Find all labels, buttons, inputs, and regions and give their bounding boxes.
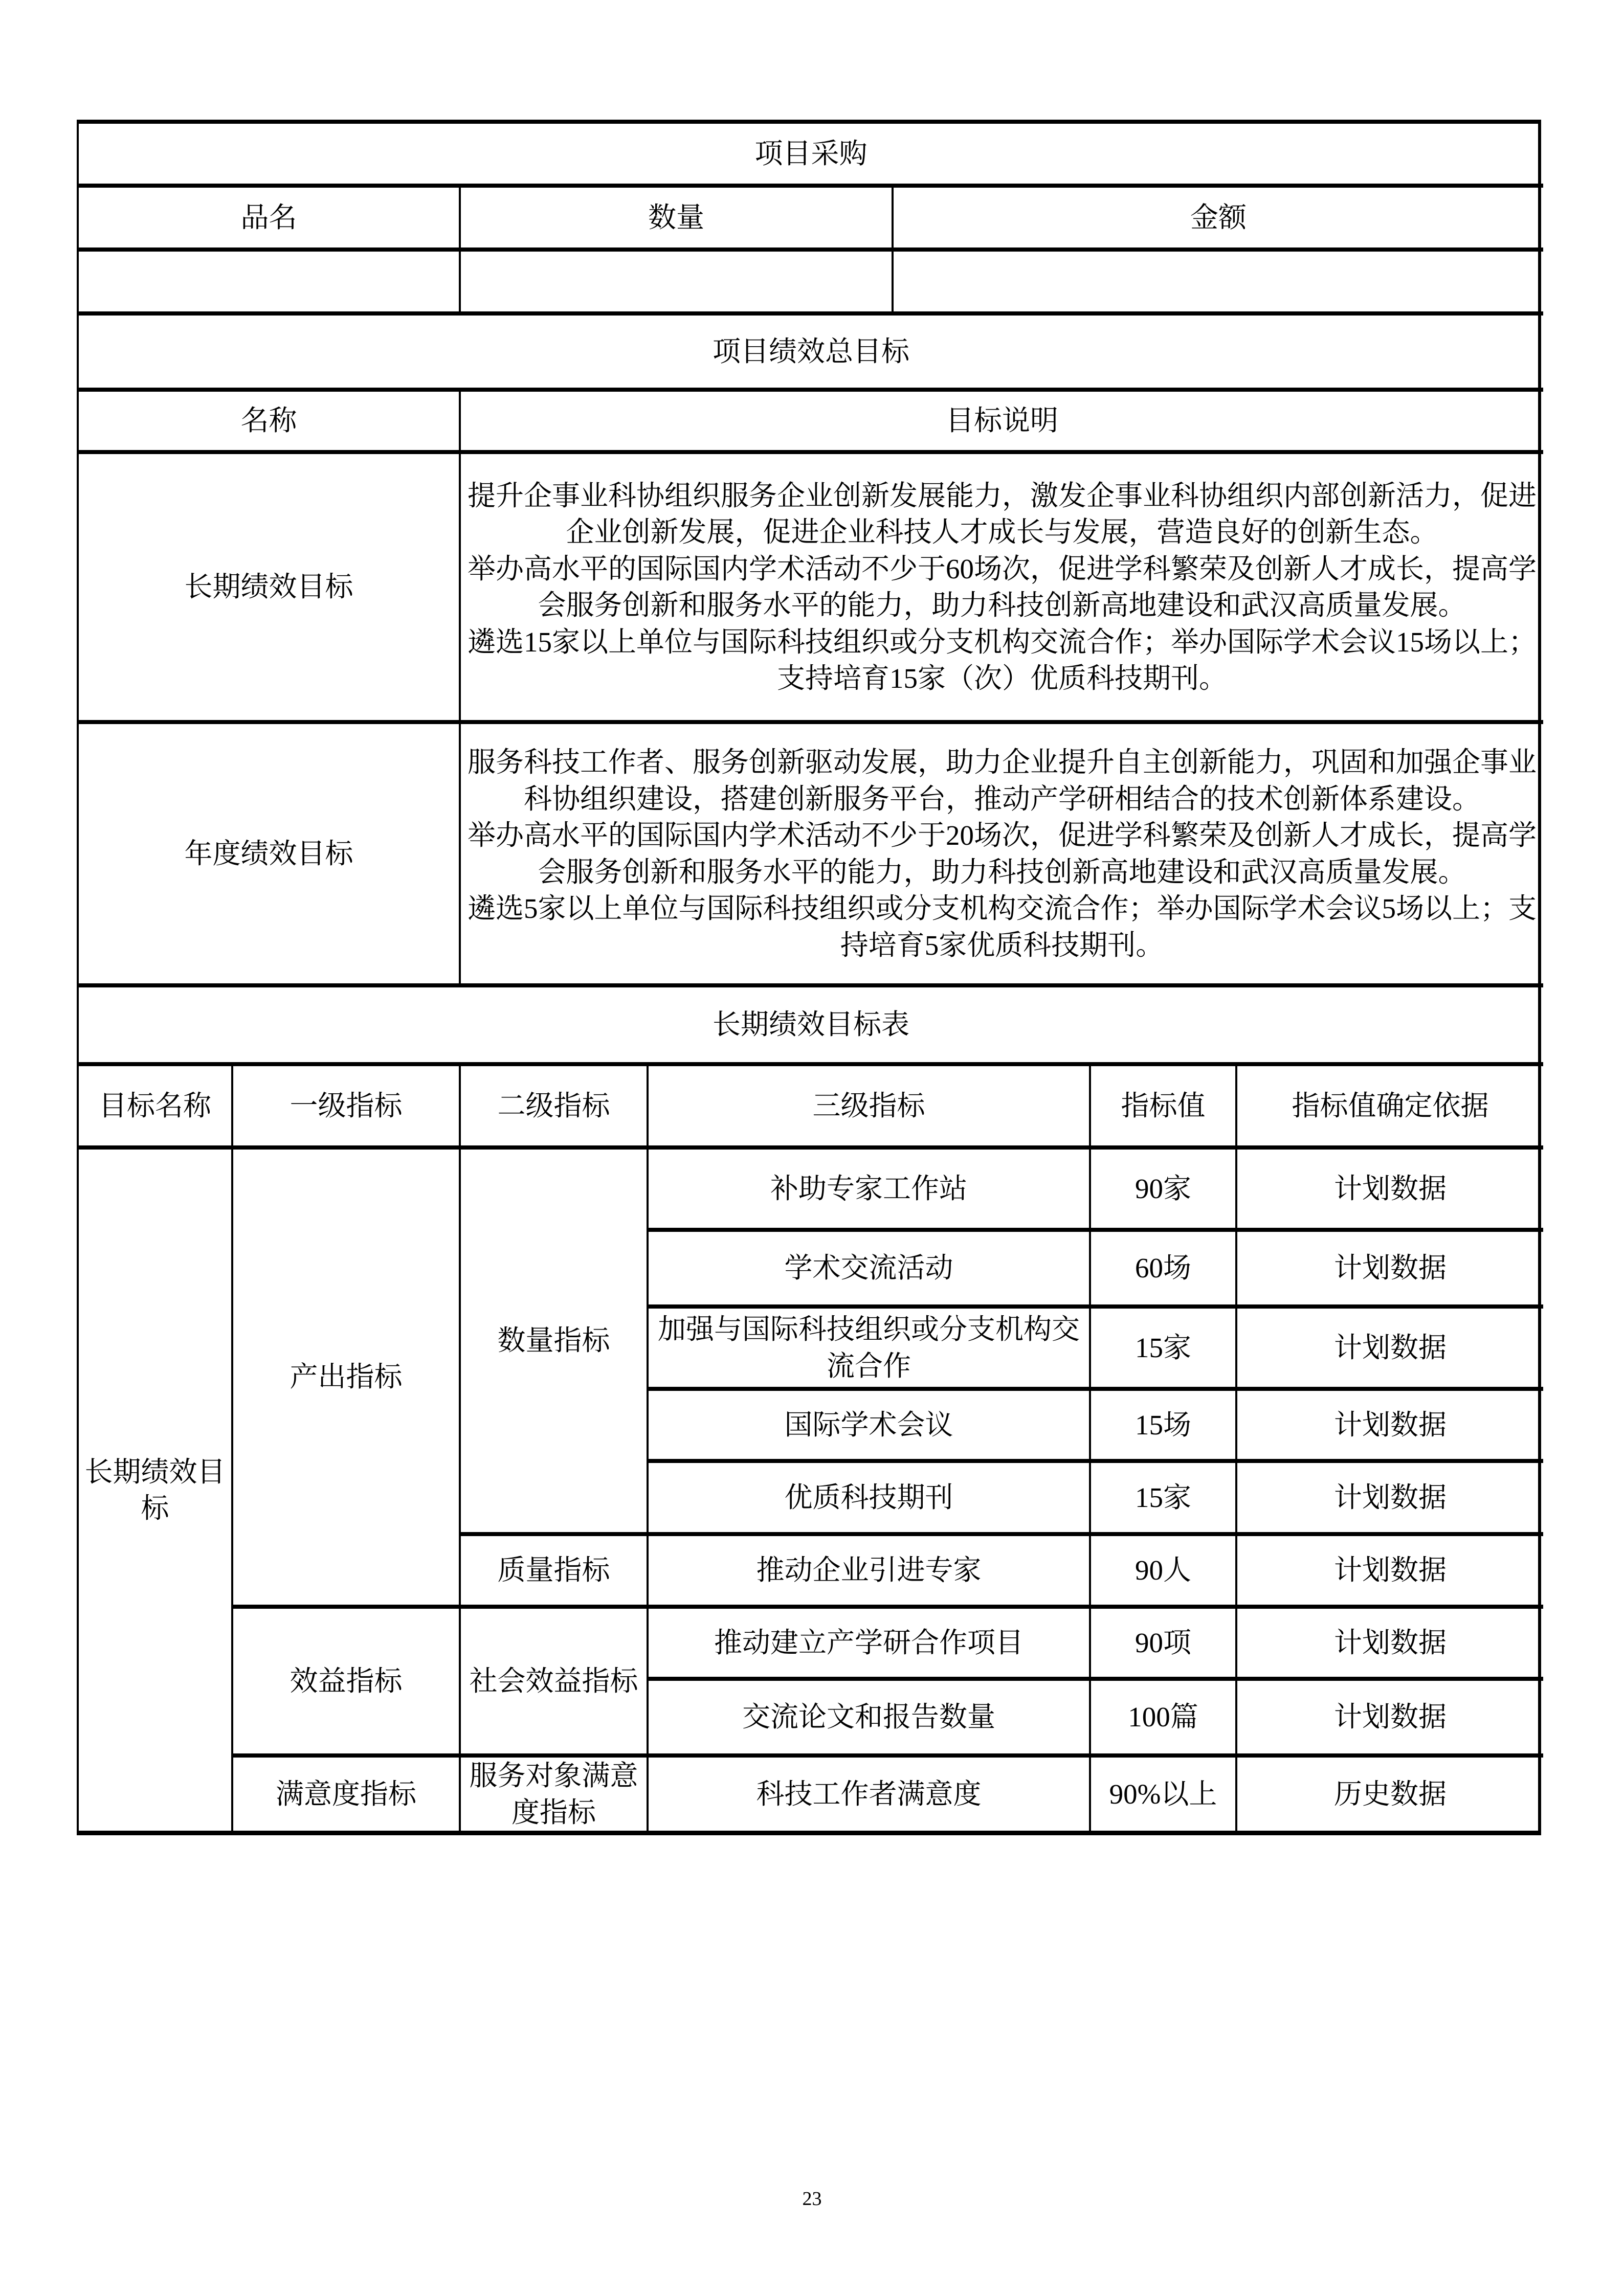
table-row bbox=[79, 390, 1543, 452]
table-row bbox=[79, 1064, 1543, 1147]
cell-value-basis: 计划数据 bbox=[1236, 1461, 1543, 1534]
performance-goals-document bbox=[77, 120, 1541, 1835]
cell-level1-satisfaction: 满意度指标 bbox=[232, 1755, 460, 1831]
header-goal-description: 目标说明 bbox=[460, 390, 1543, 452]
header-level1-indicator: 一级指标 bbox=[232, 1064, 460, 1147]
cell-l3-indicator: 优质科技期刊 bbox=[648, 1461, 1090, 1534]
header-level3-indicator: 三级指标 bbox=[648, 1064, 1090, 1147]
cell-value-basis: 计划数据 bbox=[1236, 1607, 1543, 1679]
cell-amount-empty bbox=[893, 250, 1543, 313]
cell-level2-quantity: 数量指标 bbox=[460, 1147, 648, 1534]
cell-indicator-value: 60场 bbox=[1090, 1230, 1236, 1307]
table-row bbox=[79, 186, 1543, 250]
header-product-name: 品名 bbox=[79, 186, 460, 250]
cell-l3-indicator: 加强与国际科技组织或分支机构交流合作 bbox=[648, 1307, 1090, 1389]
cell-value-basis: 历史数据 bbox=[1334, 1778, 1447, 1810]
paragraph: 提升企事业科协组织服务企业创新发展能力，激发企事业科协组织内部创新活力，促进企业创新发展，促进企业科技人才成长与发展，营造良好的创新生态。 bbox=[468, 480, 1537, 548]
cell-value-basis: 计划数据 bbox=[1236, 1230, 1543, 1307]
longterm-goals-table bbox=[79, 987, 1543, 1831]
cell-value-basis: 计划数据 bbox=[1236, 1534, 1543, 1607]
table-row bbox=[79, 250, 1543, 313]
table-row bbox=[79, 316, 1543, 390]
cell-level1-output: 产出指标 bbox=[232, 1147, 460, 1607]
cell-indicator-value: 90%以上 bbox=[1090, 1755, 1236, 1831]
cell-l3-indicator: 交流论文和报告数量 bbox=[648, 1679, 1090, 1755]
cell-level1-benefit: 效益指标 bbox=[232, 1607, 460, 1755]
cell-l3-indicator: 推动企业引进专家 bbox=[648, 1534, 1090, 1607]
overall-goals-title: 项目绩效总目标 bbox=[79, 316, 1543, 390]
header-value-basis: 指标值确定依据 bbox=[1236, 1064, 1543, 1147]
table-row bbox=[79, 1755, 1543, 1831]
cell-l3-indicator: 科技工作者满意度 bbox=[648, 1755, 1090, 1831]
paragraph: 遴选5家以上单位与国际科技组织或分支机构交流合作；举办国际学术会议5场以上；支持培育5家优质科技期刊。 bbox=[468, 893, 1537, 961]
header-amount: 金额 bbox=[893, 186, 1543, 250]
procurement-table bbox=[79, 124, 1543, 316]
header-goal-name: 目标名称 bbox=[79, 1064, 232, 1147]
header-indicator-value: 指标值 bbox=[1090, 1064, 1236, 1147]
cell-indicator-value: 90家 bbox=[1090, 1147, 1236, 1230]
cell-level2-quality: 质量指标 bbox=[460, 1534, 648, 1607]
page-number: 23 bbox=[802, 2188, 822, 2210]
cell-value-basis: 计划数据 bbox=[1236, 1307, 1543, 1389]
cell-indicator-value: 90人 bbox=[1090, 1534, 1236, 1607]
cell-value-basis: 计划数据 bbox=[1236, 1679, 1543, 1755]
paragraph: 遴选15家以上单位与国际科技组织或分支机构交流合作；举办国际学术会议15场以上；支持培育15家（次）优质科技期刊。 bbox=[468, 626, 1537, 694]
table-row bbox=[79, 987, 1543, 1064]
cell-indicator-value: 90项 bbox=[1090, 1607, 1236, 1679]
paragraph: 举办高水平的国际国内学术活动不少于60场次，促进学科繁荣及创新人才成长，提高学会服务创新和服务水平的能力，助力科技创新高地建设和武汉高质量发展。 bbox=[468, 553, 1537, 621]
cell-l3-indicator: 学术交流活动 bbox=[648, 1230, 1090, 1307]
cell-level2-social-benefit: 社会效益指标 bbox=[460, 1607, 648, 1755]
header-goal-name: 名称 bbox=[79, 390, 460, 452]
paragraph: 举办高水平的国际国内学术活动不少于20场次，促进学科繁荣及创新人才成长，提高学会服务创新和服务水平的能力，助力科技创新高地建设和武汉高质量发展。 bbox=[468, 820, 1537, 888]
cell-quantity-empty bbox=[460, 250, 893, 313]
cell-longterm-goal-description bbox=[460, 452, 1543, 722]
procurement-title: 项目采购 bbox=[79, 124, 1543, 186]
table-row bbox=[79, 124, 1543, 186]
cell-l3-indicator: 国际学术会议 bbox=[648, 1389, 1090, 1461]
cell-annual-goal-description bbox=[460, 722, 1543, 985]
header-quantity: 数量 bbox=[460, 186, 893, 250]
table-row bbox=[79, 722, 1543, 985]
overall-goals-table bbox=[79, 316, 1543, 987]
longterm-table-title: 长期绩效目标表 bbox=[79, 987, 1543, 1064]
table-row bbox=[79, 452, 1543, 722]
cell-indicator-value: 15场 bbox=[1090, 1389, 1236, 1461]
cell-value-basis: 计划数据 bbox=[1236, 1147, 1543, 1230]
cell-product-name-empty bbox=[79, 250, 460, 313]
cell-l3-indicator: 推动建立产学研合作项目 bbox=[648, 1607, 1090, 1679]
cell-l3-indicator: 补助专家工作站 bbox=[648, 1147, 1090, 1230]
header-level2-indicator: 二级指标 bbox=[460, 1064, 648, 1147]
cell-annual-goal-name: 年度绩效目标 bbox=[79, 722, 460, 985]
cell-indicator-value: 15家 bbox=[1090, 1461, 1236, 1534]
cell-goal-name: 长期绩效目标 bbox=[79, 1147, 232, 1831]
cell-indicator-value: 100篇 bbox=[1090, 1679, 1236, 1755]
cell-longterm-goal-name: 长期绩效目标 bbox=[79, 452, 460, 722]
table-row bbox=[79, 1147, 1543, 1230]
cell-value-basis: 计划数据 bbox=[1236, 1389, 1543, 1461]
paragraph: 服务科技工作者、服务创新驱动发展，助力企业提升自主创新能力，巩固和加强企事业科协组织建设，搭建创新服务平台，推动产学研相结合的技术创新体系建设。 bbox=[468, 747, 1537, 815]
cell-level2-service-satisfaction: 服务对象满意度指标 bbox=[460, 1755, 648, 1831]
cell-indicator-value: 15家 bbox=[1090, 1307, 1236, 1389]
table-row bbox=[79, 1607, 1543, 1679]
